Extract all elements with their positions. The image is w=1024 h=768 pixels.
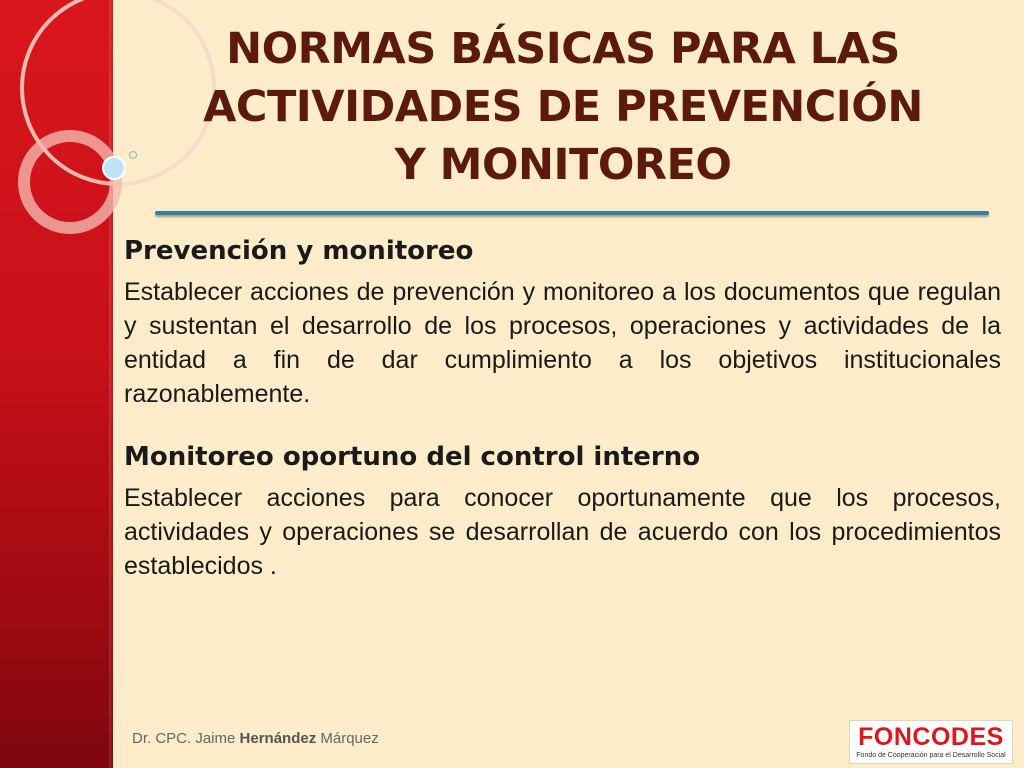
slide-content: [124, 233, 1001, 583]
sidebar-edge: [109, 0, 113, 768]
author-credit: [132, 730, 379, 747]
title-line-2: ACTIVIDADES DE PREVENCIÓN: [203, 82, 923, 132]
title-line-1: NORMAS BÁSICAS PARA LAS: [226, 24, 900, 74]
author-prefix: Dr. CPC. Jaime: [132, 730, 240, 747]
title-divider: [155, 211, 989, 215]
section-prevention: [124, 233, 1001, 411]
section-monitoring: [124, 439, 1001, 583]
author-suffix: Márquez: [316, 730, 379, 747]
logo-name: FONCODES: [858, 723, 1004, 751]
section-heading: Monitoreo oportuno del control interno: [124, 442, 701, 472]
section-body: Establecer acciones de prevención y monitoreo a los documentos que regulan y sustentan el desarrollo de los procesos, operaciones y actividades de la entidad a fin de dar cumplimiento a los objetivos institucionales razonablemente.: [124, 278, 1001, 408]
author-surname: Hernández: [239, 730, 317, 747]
foncodes-logo: [849, 720, 1013, 764]
sidebar-band: [0, 0, 113, 768]
slide-title: [118, 20, 1008, 194]
section-heading: Prevención y monitoreo: [124, 236, 474, 266]
logo-subtitle: Fondo de Cooperación para el Desarrollo Social: [856, 752, 1006, 759]
section-body: Establecer acciones para conocer oportunamente que los procesos, actividades y operaciones se desarrollan de acuerdo con los procedimientos establecidos .: [124, 484, 1001, 580]
title-line-3: Y MONITOREO: [394, 140, 732, 190]
